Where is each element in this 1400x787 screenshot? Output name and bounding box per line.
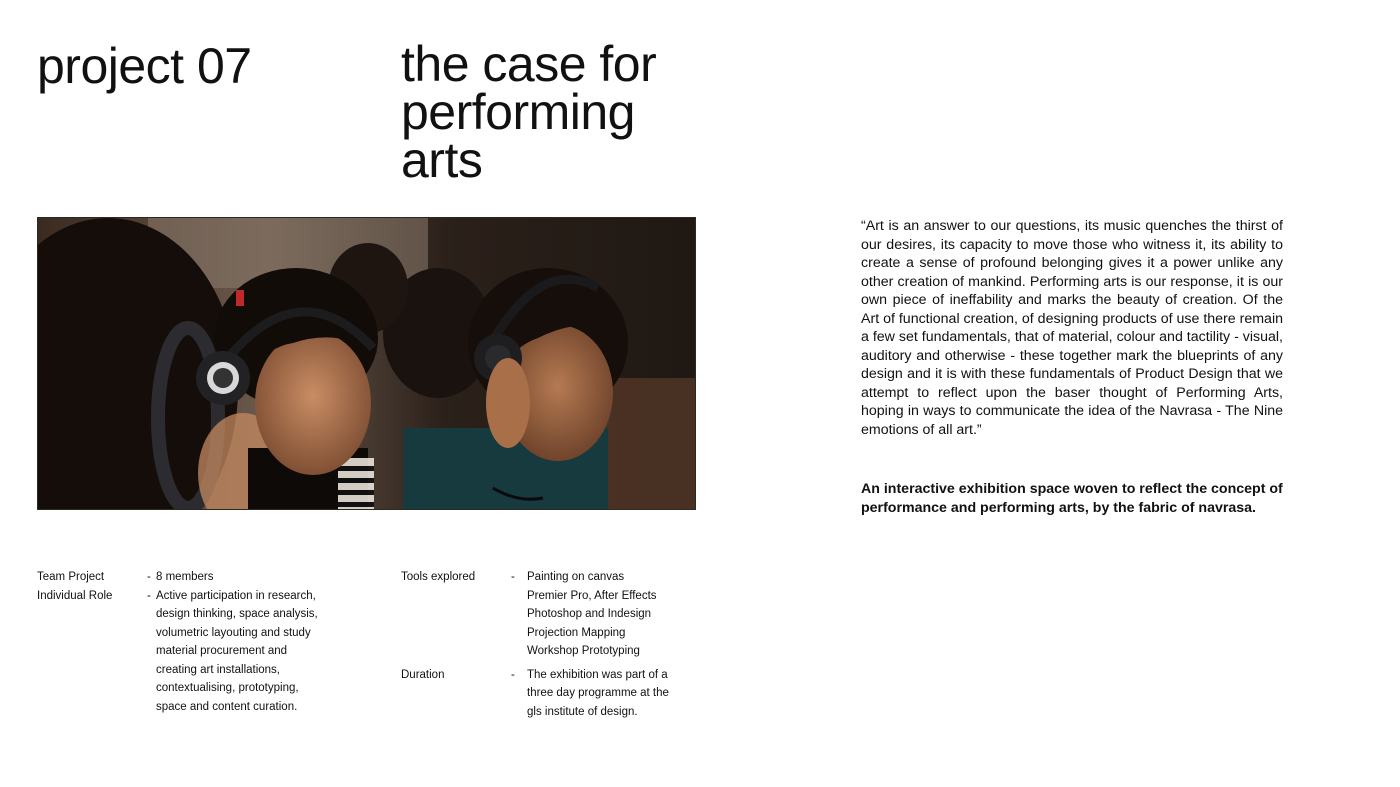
page-title — [401, 36, 821, 188]
tools-line: Projection Mapping — [527, 626, 626, 639]
duration-line: gls institute of design. — [527, 705, 638, 718]
tools-line: Photoshop and Indesign — [527, 608, 652, 620]
tools-line: Workshop Prototyping — [527, 645, 640, 657]
individual-role-label: Individual Role — [37, 589, 113, 602]
duration-line: The exhibition was part of a — [527, 668, 668, 681]
exhibition-photo-illustration — [38, 218, 695, 509]
role-line: contextualising, prototyping, — [156, 682, 299, 694]
tools-dash: - — [511, 571, 515, 583]
tools-line: Premier Pro, After Effects — [527, 589, 657, 602]
role-line: space and content curation. — [156, 700, 298, 713]
role-line: design thinking, space analysis, — [156, 608, 318, 620]
project-tagline: An interactive exhibition space woven to reflect the concept of performance and performing arts, by the fabric of navrasa. — [861, 481, 1283, 516]
tools-details — [401, 568, 701, 728]
tools-explored-label: Tools explored — [401, 571, 476, 583]
team-dash: - — [147, 571, 151, 583]
role-line: creating art installations, — [156, 663, 281, 676]
team-project-label: Team Project — [37, 571, 105, 583]
tools-line: Painting on canvas — [527, 571, 625, 583]
stripes — [338, 458, 374, 509]
role-line: Active participation in research, — [156, 589, 316, 602]
role-line: volumetric layouting and study — [156, 626, 311, 639]
title-line: arts — [401, 132, 483, 188]
team-members-value: 8 members — [156, 571, 214, 583]
duration-line: three day programme at the — [527, 687, 669, 699]
exhibition-photo — [37, 217, 696, 510]
team-details — [37, 568, 337, 728]
title-line: performing — [401, 84, 635, 140]
tools-explored-value — [527, 568, 657, 661]
duration-value — [527, 666, 669, 722]
project-quote: “Art is an answer to our questions, its music quenches the thirst of our desires, its capacity to move those who witness it, its ability to create a sense of profound belonging gives it a power unlike any other creation of mankind. Performing arts is our response, it is our own piece of ineffability and marks the beauty of creation. Of the Art of functional creation, of designing products of use there remain a few set fundamentals, that of material, colour and tactility - visual, auditory and otherwise - these together mark the blueprints of any design and it is with these fundamentals of Product Design that we attempt to reflect upon the baser thought of Performing Arts, hoping in ways to communicate the idea of the Navrasa - The Nine emotions of all art.” — [861, 218, 1283, 438]
role-dash: - — [147, 589, 151, 602]
duration-dash: - — [511, 668, 515, 681]
role-line: material procurement and — [156, 645, 288, 657]
title-line: the case for — [401, 36, 657, 92]
project-label: project 07 — [37, 38, 252, 94]
duration-label: Duration — [401, 668, 445, 681]
individual-role-value — [156, 587, 318, 717]
